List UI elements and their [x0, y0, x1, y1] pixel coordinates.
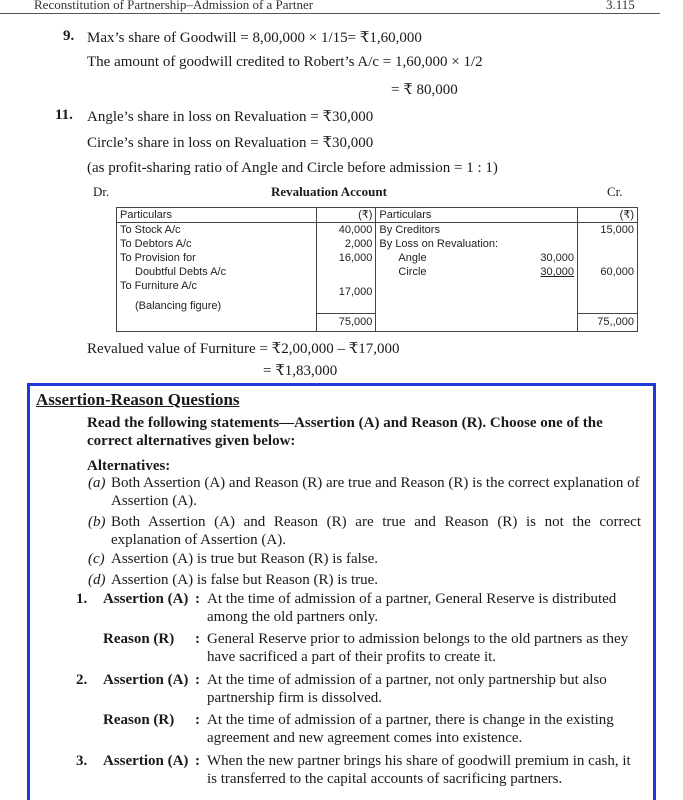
left-amount: [316, 265, 376, 279]
q2-reason-text: At the time of admission of a partner, there is change in the existing agreement and new agreement comes into existence.: [207, 712, 614, 746]
left-amount: 40,000: [316, 223, 376, 238]
q1-reason-text: General Reserve prior to admission belongs to the old partners as they have sacrificed a part of their profits to create it.: [207, 631, 629, 665]
left-header: Particulars: [117, 208, 317, 223]
q1-number: 1.: [76, 591, 88, 607]
left-amount: 2,000: [316, 237, 376, 251]
q1-reason-label: Reason (R): [103, 631, 175, 647]
right-amount-header: (₹): [578, 208, 638, 223]
inner-amount: 30,000: [540, 252, 575, 264]
q2-assertion-colon: :: [195, 672, 200, 688]
q3-assertion-text: When the new partner brings his share of goodwill premium in cash, it is transferred to the capital accounts of sacrificing partners.: [207, 753, 631, 787]
instruction: Read the following statements—Assertion (A) and Reason (R). Choose one of the correct alternatives given below:: [87, 415, 603, 449]
chapter-title: Reconstitution of Partnership–Admission of a Partner: [34, 0, 314, 12]
q1-assertion-label: Assertion (A): [103, 591, 189, 607]
alt-b-text: Both Assertion (A) and Reason (R) are true and Reason (R) is not the correct explanation of Assertion (A).: [111, 514, 641, 548]
alternatives-label: Alternatives:: [87, 458, 171, 474]
q2-assertion-text: At the time of admission of a partner, not only partnership but also partnership firm is dissolved.: [207, 672, 607, 706]
revaluation-table: [116, 207, 638, 332]
alt-a-key: (a): [88, 475, 106, 491]
q1-assertion-text: At the time of admission of a partner, General Reserve is distributed among the old partners only.: [207, 591, 617, 625]
q9-number: 9.: [63, 28, 75, 44]
alt-c-key: (c): [88, 551, 105, 567]
cr-label: Cr.: [607, 184, 623, 199]
furniture-line1: Revalued value of Furniture = ₹2,00,000 – ₹17,000: [87, 341, 400, 357]
right-amount: [578, 237, 638, 251]
q9-line2: The amount of goodwill credited to Robert’s A/c = 1,60,000 × 1/2: [87, 54, 483, 70]
header-rule: [0, 13, 660, 14]
q3-assertion-colon: :: [195, 753, 200, 769]
left-amount: [316, 299, 376, 313]
left-amount: 17,000: [316, 279, 376, 299]
right-row: Angle: [376, 251, 526, 265]
alt-c-text: Assertion (A) is true but Reason (R) is false.: [111, 551, 379, 567]
left-amount: 16,000: [316, 251, 376, 265]
q2-number: 2.: [76, 672, 88, 688]
right-row: Circle: [376, 265, 526, 279]
left-row: To Stock A/c: [117, 223, 317, 238]
q3-assertion-label: Assertion (A): [103, 753, 189, 769]
assertion-reason-title: Assertion-Reason Questions: [36, 390, 240, 409]
left-amount-header: (₹): [316, 208, 376, 223]
dr-label: Dr.: [93, 184, 110, 199]
alt-d-key: (d): [88, 572, 106, 588]
q1-assertion-colon: :: [195, 591, 200, 607]
q2-reason-colon: :: [195, 712, 200, 728]
page-number: 3.115: [606, 0, 635, 12]
furniture-line2: = ₹1,83,000: [263, 363, 338, 379]
right-amount: [578, 251, 638, 265]
right-header: Particulars: [376, 208, 526, 223]
inner-amount: 30,000: [540, 266, 575, 278]
revaluation-title: Revaluation Account: [271, 184, 387, 199]
q11-line2: Circle’s share in loss on Revaluation = ₹30,000: [87, 135, 374, 151]
q11-line1: Angle’s share in loss on Revaluation = ₹30,000: [87, 109, 374, 125]
q2-reason-label: Reason (R): [103, 712, 175, 728]
q1-reason-colon: :: [195, 631, 200, 647]
q11-number: 11.: [55, 107, 73, 123]
left-row: To Provision for: [117, 251, 317, 265]
right-row: By Loss on Revaluation:: [376, 237, 526, 251]
left-total: 75,000: [316, 313, 376, 331]
left-row: To Furniture A/c: [117, 279, 317, 299]
alt-b-key: (b): [88, 514, 106, 530]
q2-assertion-label: Assertion (A): [103, 672, 189, 688]
left-row: To Debtors A/c: [117, 237, 317, 251]
right-amount: 15,000: [578, 223, 638, 238]
right-total: 75,,000: [578, 313, 638, 331]
alt-a-text: Both Assertion (A) and Reason (R) are true and Reason (R) is the correct explanation of Assertion (A).: [111, 475, 640, 509]
q11-line3: (as profit-sharing ratio of Angle and Circle before admission = 1 : 1): [87, 160, 498, 176]
alt-d-text: Assertion (A) is false but Reason (R) is true.: [111, 572, 379, 588]
q9-line3: = ₹ 80,000: [391, 82, 458, 98]
left-row: Doubtful Debts A/c: [117, 265, 317, 279]
left-row: (Balancing figure): [117, 299, 317, 313]
right-row: By Creditors: [376, 223, 526, 238]
q3-number: 3.: [76, 753, 88, 769]
right-amount: 60,000: [578, 265, 638, 279]
q9-line1: Max’s share of Goodwill = 8,00,000 × 1/15= ₹1,60,000: [87, 30, 422, 46]
